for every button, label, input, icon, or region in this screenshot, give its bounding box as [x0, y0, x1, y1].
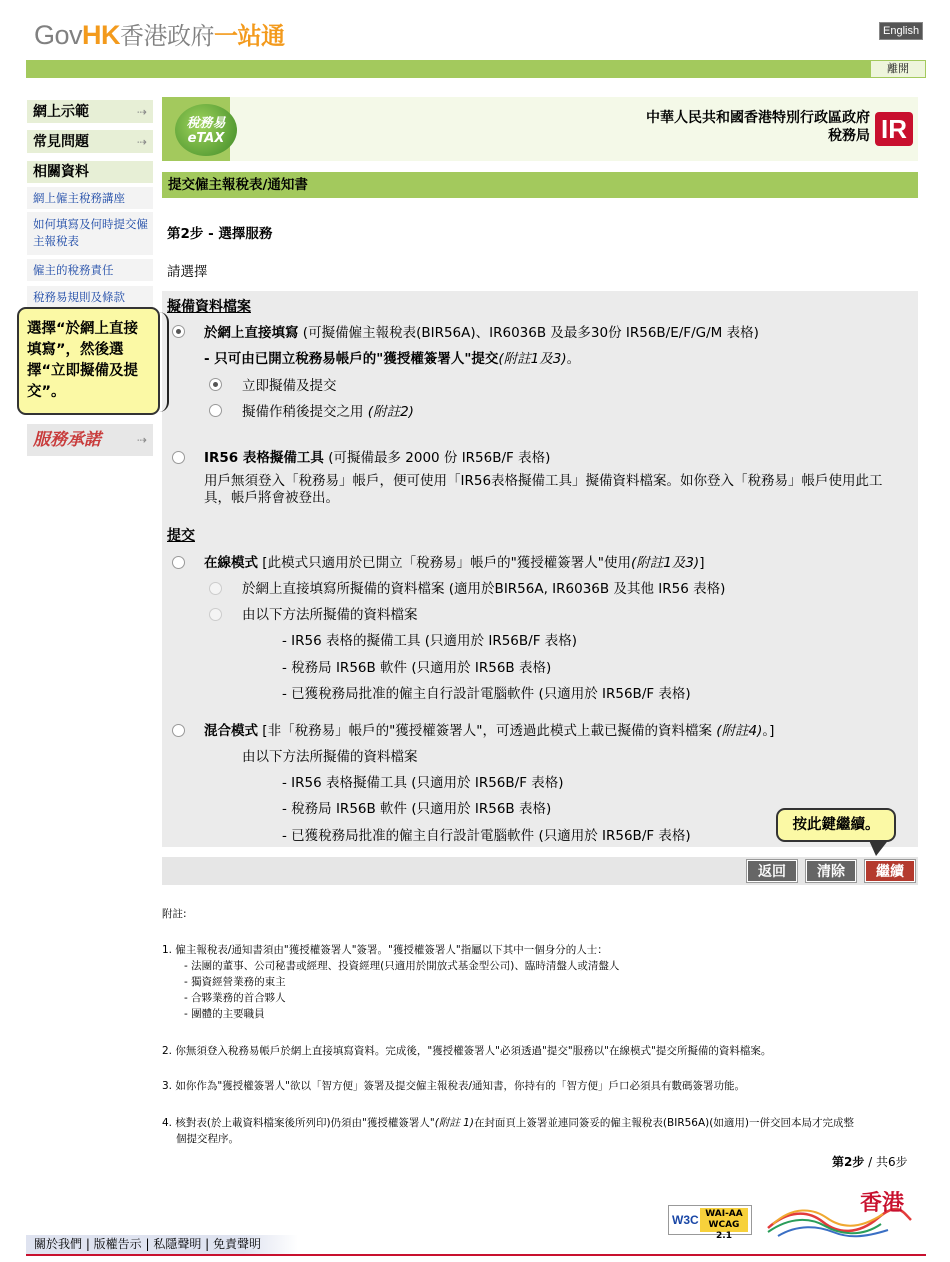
- ir56-tool-label: IR56 表格擬備工具: [204, 450, 324, 466]
- step-title: 第2步 - 選擇服務: [167, 226, 273, 242]
- note-1-item: - 獨資經營業務的東主: [184, 976, 286, 988]
- arrow-right-icon: ⇢: [136, 433, 147, 447]
- top-green-bar: [26, 60, 926, 78]
- prepare-heading: 擬備資料檔案: [167, 299, 251, 315]
- radio-submit-prepared[interactable]: [209, 608, 222, 621]
- radio-prepare-later[interactable]: [209, 404, 222, 417]
- callout-brace: [159, 312, 169, 412]
- note-3: 3. 如你作為"獲授權簽署人"欲以「智方便」簽署及提交僱主報稅表/通知書，你持有的「智方便」戶口必須具有數碼簽署功能。: [162, 1080, 746, 1092]
- current-step: 第2步: [832, 1155, 865, 1169]
- submit-prepared-label: 由以下方法所擬備的資料檔案: [242, 607, 418, 623]
- submit-online-filled-label: 於網上直接填寫所擬備的資料檔案 (適用於BIR56A, IR6036B 及其他 IR56 表格): [242, 581, 726, 597]
- footer-divider: [26, 1254, 926, 1256]
- note-1-item: - 合夥業務的首合夥人: [184, 992, 286, 1004]
- online-mode-detail: [此模式只適用於已開立「稅務易」帳戶的"獲授權簽署人"使用: [262, 555, 631, 571]
- exit-button[interactable]: 離開: [871, 61, 925, 77]
- etax-cn: 稅務易: [186, 116, 226, 131]
- note-ref: (附註1及3): [630, 555, 700, 571]
- wai-aa-label: [700, 1208, 748, 1241]
- mixed-mode-sub: 由以下方法所擬備的資料檔案: [242, 749, 418, 765]
- mixed-mode-label: 混合模式: [204, 723, 258, 739]
- note-2: 2. 你無須登入稅務易帳戶於網上直接填寫資料。完成後，"獲授權簽署人"必須透過"提交"服務以"在線模式"提交所擬備的資料檔案。: [162, 1045, 772, 1057]
- select-prompt: 請選擇: [167, 264, 208, 280]
- etax-en: eTAX: [187, 131, 225, 146]
- note-suffix: 。: [566, 351, 581, 367]
- method-item: - 稅務局 IR56B 軟件 (只適用於 IR56B 表格): [282, 660, 552, 676]
- etax-logo: [175, 104, 237, 156]
- arrow-right-icon: ⇢: [136, 135, 147, 149]
- gov-line2: 稅務局: [828, 128, 870, 144]
- note-ref: (附註4): [716, 723, 763, 739]
- ir56-tool-detail: (可擬備最多 2000 份 IR56B/F 表格): [328, 450, 551, 466]
- sidebar-link-duties[interactable]: 僱主的稅務責任: [27, 259, 153, 282]
- logo-hk: HK: [82, 20, 121, 50]
- method-item: - 稅務局 IR56B 軟件 (只適用於 IR56B 表格): [282, 801, 552, 817]
- logo-cn-grey: 香港政府: [120, 22, 215, 50]
- ir56-tool-desc: 用戶無須登入「稅務易」帳戶，便可使用「IR56表格擬備工具」擬備資料檔案。如你登入「稅務易」帳戶使用此工具，帳戶將會被登出。: [204, 473, 883, 506]
- sidebar-link-seminar[interactable]: 網上僱主稅務講座: [27, 187, 153, 210]
- note-4-end: 個提交程序。: [176, 1133, 239, 1145]
- note-4-cont: 在封面頁上簽署並連同簽妥的僱主報稅表(BIR56A)(如適用)一併交回本局才完成整: [473, 1117, 854, 1129]
- radio-submit-online-filled[interactable]: [209, 582, 222, 595]
- radio-prepare-submit-now[interactable]: [209, 378, 222, 391]
- bracket-close: 。]: [762, 723, 775, 739]
- page-title: 提交僱主報稅表/通知書: [162, 172, 918, 198]
- clear-button[interactable]: 清除: [806, 860, 856, 882]
- note-1-item: - 團體的主要職員: [184, 1008, 265, 1020]
- online-fill-detail: (可擬備僱主報稅表(BIR56A)、IR6036B 及最多30份 IR56B/E/F/G/M 表格): [302, 325, 759, 341]
- method-item: - IR56 表格擬備工具 (只適用於 IR56B/F 表格): [282, 775, 564, 791]
- radio-online-fill[interactable]: [172, 325, 185, 338]
- prepare-later-label: 擬備作稍後提交之用: [242, 404, 364, 420]
- mixed-mode-detail: [非「稅務易」帳戶的"獲授權簽署人"，可透過此模式上載已擬備的資料檔案: [262, 723, 712, 739]
- online-fill-note: - 只可由已開立稅務易帳戶的"獲授權簽署人"提交: [204, 351, 499, 367]
- govhk-logo[interactable]: [34, 16, 285, 51]
- notes-heading: 附註:: [162, 908, 187, 920]
- sidebar-item-label: 常見問題: [33, 134, 89, 150]
- sidebar-item-label: 網上示範: [33, 104, 89, 120]
- note-4: 4. 核對表(於上載資料檔案後所列印)仍須由"獲授權簽署人": [162, 1117, 435, 1129]
- arrow-right-icon: ⇢: [136, 105, 147, 119]
- method-item: - IR56 表格的擬備工具 (只適用於 IR56B/F 表格): [282, 633, 578, 649]
- wai-line1: WAI-AA: [705, 1209, 743, 1219]
- sidebar-item-demo[interactable]: [27, 100, 153, 124]
- method-item: - 已獲稅務局批准的僱主自行設計電腦軟件 (只適用於 IR56B/F 表格): [282, 686, 691, 702]
- instruction-callout: 選擇“於網上直接填寫”，然後選擇“立即擬備及提交”。: [17, 307, 160, 415]
- note-ref: (附註 1): [434, 1117, 474, 1129]
- step-sep: /: [864, 1155, 877, 1169]
- footer-links[interactable]: 關於我們 | 版權告示 | 私隱聲明 | 免責聲明: [26, 1235, 298, 1254]
- submit-heading: 提交: [167, 528, 195, 544]
- sidebar-item-pledge[interactable]: [27, 424, 153, 456]
- total-steps: 共6步: [876, 1155, 908, 1169]
- prepare-submit-now-label: 立即擬備及提交: [242, 378, 337, 394]
- back-button[interactable]: 返回: [747, 860, 797, 882]
- sidebar-item-faq[interactable]: [27, 130, 153, 154]
- w3c-logo: W3C: [672, 1213, 699, 1227]
- department-name: [646, 109, 870, 145]
- radio-mixed-mode[interactable]: [172, 724, 185, 737]
- continue-hint-callout: 按此鍵繼續。: [776, 808, 896, 842]
- note-1: 1. 僱主報稅表/通知書須由"獲授權簽署人"簽署。"獲授權簽署人"指屬以下其中一個身分的人士：: [162, 944, 608, 956]
- sidebar-link-terms[interactable]: 稅務易規則及條款: [27, 286, 153, 308]
- radio-online-mode[interactable]: [172, 556, 185, 569]
- logo-gov: Gov: [34, 20, 83, 50]
- sidebar-link-how-to-fill[interactable]: 如何填寫及何時提交僱主報稅表: [27, 212, 153, 256]
- bracket-close: ]: [699, 555, 705, 571]
- brand-hk-text: 香港: [860, 1191, 905, 1216]
- logo-cn-orange: 一站通: [214, 22, 285, 50]
- online-mode-label: 在線模式: [204, 555, 258, 571]
- radio-ir56-tool[interactable]: [172, 451, 185, 464]
- pledge-label: 服務承諾: [33, 430, 101, 450]
- continue-button[interactable]: 繼續: [865, 860, 915, 882]
- method-item: - 已獲稅務局批准的僱主自行設計電腦軟件 (只適用於 IR56B/F 表格): [282, 828, 691, 844]
- english-button[interactable]: English: [879, 22, 923, 40]
- note-1-item: - 法團的董事、公司秘書或經理、投資經理(只適用於開放式基金型公司)、臨時清盤人或清盤人: [184, 960, 620, 972]
- step-indicator: [832, 1153, 908, 1170]
- note-ref: (附註1及3): [498, 351, 567, 367]
- gov-line1: 中華人民共和國香港特別行政區政府: [646, 110, 870, 126]
- wai-line2: WCAG 2.1: [708, 1220, 740, 1241]
- button-bar: [162, 857, 918, 885]
- ird-logo: IR: [875, 112, 913, 146]
- online-fill-label: 於網上直接填寫: [204, 325, 299, 341]
- note-ref: (附註2): [367, 404, 414, 420]
- sidebar-related-heading: 相關資料: [27, 161, 153, 183]
